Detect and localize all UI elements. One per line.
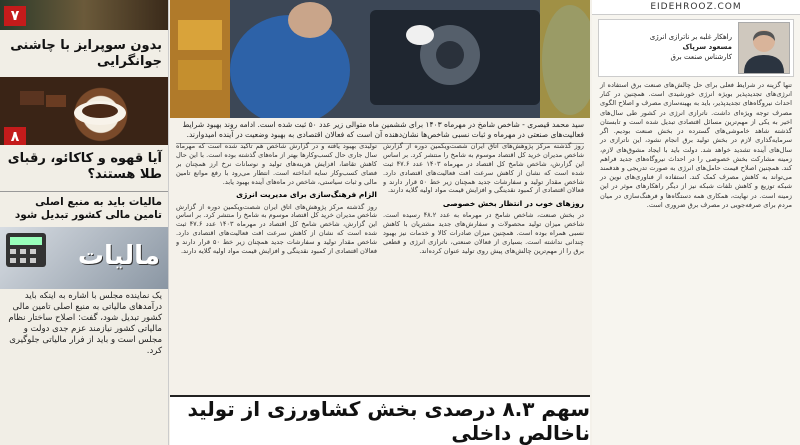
article-text: در بخش صنعت، شاخص شامخ در مهرماه به عدد ۴۸.۲ رسیده است. شاخص میزان تولید محصولات و سفارش‌های جدید مشتریان با کاهش نسبی همراه بوده است. همچنین میزان صادرات کالا و خدمات نیز بهبود چندانی نداشته است. بسیاری از فعالان صنعتی، ناترازی انرژی و قطعی برق را از مهم‌ترین چالش‌های پیش روی تولید عنوان کرده‌اند. [383,211,584,256]
left-column [0,0,169,445]
site-url[interactable]: EIDEHROOZ.COM [592,0,800,15]
author-info [602,33,732,62]
author-topic: راهکار غلبه بر ناترازی انرژی [649,33,732,42]
article-columns [170,142,590,387]
tax-word-graphic: مالیات [77,241,160,272]
story2-headline[interactable]: آیا قهوه و کاکائو، رقبای طلا هستند؟ [7,150,162,182]
author-name: مسعود سرپاک [682,43,732,52]
coffee-cup-icon [0,77,168,145]
author-role: کارشناس صنعت برق [670,52,732,61]
article-text: تولیدی بهبود یافته و در گزارش شاخص هم تاکید شده است که مهرماه سال جاری حال کسب‌وکارها بهتر از ماه‌های گذشته بوده است. با این حال کاهش تقاضا، افزایش هزینه‌های تولید و نوسانات نرخ ارز همچنان بر فضای کسب‌وکار سایه انداخته است. انتظار می‌رود با رفع موانع تامین مالی و ثبات سیاستی، شاخص در ماه‌های آینده بهبود یابد. [176,142,377,186]
story2-image [0,77,168,145]
subhead: الزام فرهنگ‌سازی برای مدیریت انرژی [236,190,377,200]
calculator-icon [4,231,64,271]
article-text: روز گذشته مرکز پژوهش‌های اتاق ایران شصت‌ویکمین دوره از گزارش شاخص مدیران خرید کل اقتصاد موسوم به شامخ را منتشر کرد. بر اساس این گزارش، شاخص شامخ کل اقتصاد در مهرماه ۱۴۰۳ عدد ۴۷.۶ ثبت شده است که نشان از کاهش سرعت افت فعالیت‌های اقتصادی دارد. شاخص مقدار تولید و سفارشات جدید همچنان زیر خط ۵۰ قرار دارند و فعالان اقتصادی از کمبود نقدینگی و افزایش قیمت مواد اولیه گلایه دارند. [383,142,584,195]
avatar [738,22,790,74]
story3-headline[interactable]: مالیات باید به منبع اصلی تامین مالی کشور تبدیل شود [0,191,168,224]
story1-headline[interactable]: بدون سوپرایز با چاشنی جوانگرایی [10,38,162,70]
engine-assembly-image [170,0,590,118]
story2-badge: ۸ [4,127,26,145]
photo-caption: سید محمد قیصری - شاخص شامخ در مهرماه ۱۴۰۳ برای ششمین ماه متوالی زیر عدد ۵۰ ثبت شده است. ادامه روند بهبود شرایط فعالیت‌های صنعتی در مهرماه و ثبات نسبی شاخص‌ها نشان‌دهنده آن است که فعالان اقتصادی به بهبود وضعیت در آینده امیدوارند. [176,120,584,144]
article-column-2 [176,142,377,387]
story3-lede: یک نماینده مجلس با اشاره به اینکه باید درآمدهای مالیاتی به منبع اصلی تامین مالی کشور تبدیل شود، گفت: اصلاح ساختار نظام مالیاتی کشور نیازمند عزم جدی دولت و مجلس است و باید از فرار مالیاتی جلوگیری کرد. [8,291,162,357]
subhead: روزهای خوب در انتظار بخش خصوصی [442,199,584,209]
opinion-column [592,0,800,445]
article-column-1 [383,142,584,387]
story3-image [0,227,168,289]
story1-image [0,0,168,30]
main-story [170,0,590,445]
lower-headline[interactable]: سهم ۸.۳ درصدی بخش کشاورزی از تولید ناخالص داخلی [170,395,590,445]
article-text: روز گذشته مرکز پژوهش‌های اتاق ایران شصت‌ویکمین دوره از گزارش شاخص مدیران خرید کل اقتصاد موسوم به شامخ را منتشر کرد. بر اساس این گزارش، شاخص شامخ کل اقتصاد در مهرماه ۱۴۰۳ عدد ۴۷.۶ ثبت شده است که نشان از کاهش سرعت افت فعالیت‌های اقتصادی دارد. شاخص مقدار تولید و سفارشات جدید همچنان زیر خط ۵۰ قرار دارند و فعالان اقتصادی از کمبود نقدینگی و افزایش قیمت مواد اولیه گلایه دارند. [176,202,377,256]
author-box [598,19,794,77]
factory-photo [170,0,590,118]
opinion-body: تنها گزینه در شرایط فعلی برای حل چالش‌های صنعت برق استفاده از انرژی‌های تجدیدپذیر بویژه انرژی خورشیدی است. همچنین در کنار احداث نیروگاه‌های تجدیدپذیر، باید به بهینه‌سازی مصرف و اصلاح الگوی مصرف توجه ویژه‌ای داشت. ناترازی انرژی در کشور طی سال‌های اخیر به یکی از مهم‌ترین مسائل اقتصادی تبدیل شده است و تابستان گذشته شاهد خاموشی‌های گسترده در بخش صنعت بودیم. اگر سرمایه‌گذاری لازم در بخش تولید برق انجام نشود، این ناترازی در سال‌های آینده تشدید خواهد شد. دولت باید با ایجاد مشوق‌های لازم، زمینه مشارکت بخش خصوصی را در احداث نیروگاه‌های جدید فراهم کند. همچنین اصلاح قیمت حامل‌های انرژی به صورت تدریجی و هدفمند می‌تواند به کاهش مصرف کمک کند. استفاده از فناوری‌های نوین در شبکه توزیع و کاهش تلفات شبکه نیز از دیگر راهکارهای موثر در این زمینه است. در نهایت، همکاری همه دستگاه‌ها و فرهنگ‌سازی در میان مردم برای صرفه‌جویی در مصرف برق ضروری است. [600,81,792,209]
story1-badge: ۷ [4,6,26,26]
